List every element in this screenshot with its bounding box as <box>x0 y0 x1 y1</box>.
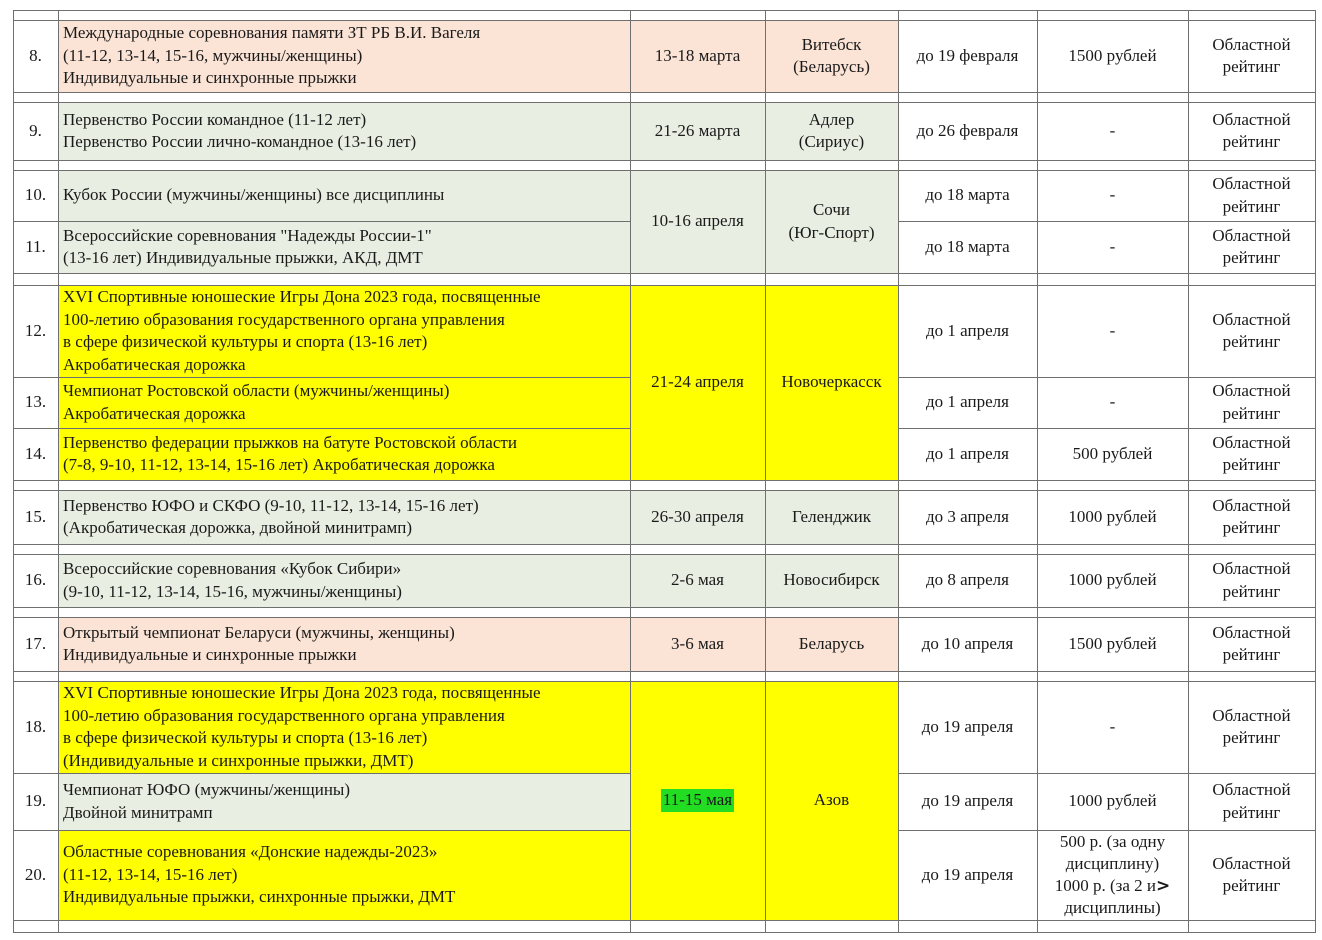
row-number-text: 17. <box>24 633 47 653</box>
entry-fee <box>1037 681 1188 773</box>
separator-cell <box>58 920 631 933</box>
event-name-line: Чемпионат ЮФО (мужчины/женщины) <box>63 780 351 799</box>
rating-status-line: Областной <box>1212 495 1291 515</box>
separator-cell <box>765 920 899 933</box>
event-place-line: Геленджик <box>792 506 871 526</box>
event-name-line: Индивидуальные прыжки, синхронные прыжки, ДМТ <box>63 887 456 907</box>
row-number <box>13 830 58 920</box>
event-dates-text: 3-6 мая <box>671 633 724 653</box>
application-deadline <box>898 102 1037 160</box>
row-number <box>13 285 58 377</box>
rating-status-line: рейтинг <box>1222 802 1281 822</box>
rating-status-line: рейтинг <box>1222 518 1281 537</box>
rating-status <box>1188 20 1315 92</box>
event-name-line: Акробатическая дорожка <box>63 354 246 374</box>
event-dates <box>630 681 765 920</box>
entry-fee-line: - <box>1109 392 1116 412</box>
rating-status-line: Областной <box>1212 34 1291 54</box>
event-dates <box>630 170 765 273</box>
row-number <box>13 20 58 92</box>
event-name-line: Первенство России командное (11-12 лет) <box>63 109 367 129</box>
rating-status <box>1188 170 1315 221</box>
rating-status <box>1188 102 1315 160</box>
rating-status <box>1188 221 1315 273</box>
entry-fee <box>1037 20 1188 92</box>
event-place <box>765 170 898 273</box>
row-number-text: 10. <box>24 185 47 205</box>
application-deadline <box>898 830 1037 920</box>
row-number-text: 15. <box>24 506 47 526</box>
rating-status <box>1188 554 1315 607</box>
entry-fee-line: - <box>1109 236 1116 256</box>
rating-status-line: Областной <box>1212 705 1291 725</box>
rating-status-line: рейтинг <box>1222 57 1281 76</box>
separator-cell <box>1037 920 1189 933</box>
row-number <box>13 773 58 830</box>
rating-status-line: рейтинг <box>1222 645 1281 664</box>
entry-fee <box>1037 554 1188 607</box>
event-name-line: Двойной минитрамп <box>63 802 213 822</box>
entry-fee <box>1037 221 1188 273</box>
event-name <box>58 773 630 830</box>
entry-fee-line: 500 рублей <box>1072 443 1153 463</box>
event-name-line: (11-12, 13-14, 15-16, мужчины/женщины) <box>63 45 363 65</box>
application-deadline-text: до 26 февраля <box>916 120 1019 140</box>
application-deadline <box>898 617 1037 671</box>
application-deadline <box>898 221 1037 273</box>
rating-status-line: Областной <box>1212 174 1291 193</box>
application-deadline <box>898 170 1037 221</box>
rating-status <box>1188 830 1315 920</box>
entry-fee-line: - <box>1109 716 1116 736</box>
row-number <box>13 554 58 607</box>
application-deadline-text: до 19 февраля <box>916 45 1019 65</box>
row-number <box>13 681 58 773</box>
separator-cell <box>1188 920 1316 933</box>
event-place-line: Новосибирск <box>783 570 880 590</box>
rating-status <box>1188 490 1315 544</box>
rating-status-line: рейтинг <box>1222 196 1281 216</box>
event-name-line: Всероссийские соревнования «Кубок Сибири» <box>63 559 402 578</box>
row-number-text: 9. <box>29 120 42 140</box>
row-number-text: 12. <box>24 320 47 340</box>
rating-status-line: Областной <box>1212 622 1291 642</box>
event-place-line: Беларусь <box>798 633 865 653</box>
row-number <box>13 490 58 544</box>
event-name-line: Индивидуальные и синхронные прыжки <box>63 645 357 664</box>
row-number <box>13 377 58 428</box>
rating-status <box>1188 681 1315 773</box>
entry-fee-line: 1000 рублей <box>1068 791 1157 811</box>
event-place <box>765 20 898 92</box>
application-deadline <box>898 554 1037 607</box>
row-number-text: 18. <box>24 716 47 736</box>
row-number-text: 8. <box>29 45 42 65</box>
entry-fee <box>1037 830 1188 920</box>
entry-fee <box>1037 490 1188 544</box>
application-deadline-text: до 10 апреля <box>921 633 1014 653</box>
application-deadline <box>898 285 1037 377</box>
event-name-line: Чемпионат Ростовской области (мужчины/женщины) <box>63 381 450 400</box>
row-number <box>13 428 58 480</box>
event-name-line: 100-летию образования государственного органа управления <box>63 309 505 329</box>
application-deadline <box>898 428 1037 480</box>
application-deadline <box>898 377 1037 428</box>
event-name-line: XVI Спортивные юношеские Игры Дона 2023 года, посвященные <box>63 287 541 306</box>
application-deadline-text: до 18 марта <box>925 236 1010 256</box>
event-dates <box>630 20 765 92</box>
row-number-text: 11. <box>25 236 46 256</box>
event-dates-text: 2-6 мая <box>671 570 724 590</box>
event-dates <box>630 617 765 671</box>
event-name <box>58 20 630 92</box>
event-place-line: (Беларусь) <box>793 57 870 76</box>
row-number-text: 14. <box>24 443 47 463</box>
rating-status-line: Областной <box>1212 432 1291 452</box>
row-number <box>13 221 58 273</box>
application-deadline-text: до 1 апреля <box>926 320 1009 340</box>
entry-fee <box>1037 170 1188 221</box>
rating-status-line: Областной <box>1212 309 1291 329</box>
event-place-line: Адлер <box>808 109 855 129</box>
application-deadline <box>898 490 1037 544</box>
entry-fee-line: 1000 рублей <box>1068 506 1157 526</box>
event-name <box>58 617 630 671</box>
entry-fee <box>1037 428 1188 480</box>
event-name-line: Областные соревнования «Донские надежды-2023» <box>63 842 438 862</box>
row-number <box>13 170 58 221</box>
entry-fee-line: 500 р. (за одну <box>1059 832 1166 851</box>
entry-fee-line: дисциплины) <box>1064 898 1161 917</box>
application-deadline <box>898 20 1037 92</box>
rating-status <box>1188 773 1315 830</box>
entry-fee-line: 1500 рублей <box>1068 45 1157 65</box>
event-dates-text: 11-15 мая <box>661 789 734 812</box>
entry-fee <box>1037 773 1188 830</box>
event-place-line: Витебск <box>801 34 862 54</box>
event-name <box>58 221 630 273</box>
event-place-line: (Сириус) <box>798 132 865 151</box>
event-name-line: (11-12, 13-14, 15-16 лет) <box>63 864 238 884</box>
rating-status <box>1188 377 1315 428</box>
event-dates-text: 13-18 марта <box>654 45 741 65</box>
entry-fee-line: 1000 р. (за 2 и> <box>1054 876 1171 896</box>
event-place <box>765 285 898 480</box>
event-place <box>765 102 898 160</box>
row-number-text: 19. <box>24 791 47 811</box>
application-deadline <box>898 681 1037 773</box>
event-dates-text: 21-24 апреля <box>651 372 744 392</box>
event-name-line: (9-10, 11-12, 13-14, 15-16, мужчины/женщины) <box>63 581 402 601</box>
event-place <box>765 617 898 671</box>
event-dates <box>630 102 765 160</box>
event-name-line: (Индивидуальные и синхронные прыжки, ДМТ) <box>63 750 414 770</box>
entry-fee-line: 1000 рублей <box>1068 570 1157 590</box>
event-place-line: Новочеркасск <box>781 372 882 392</box>
event-name <box>58 102 630 160</box>
row-number-text: 20. <box>24 864 47 884</box>
rating-status <box>1188 617 1315 671</box>
event-place <box>765 554 898 607</box>
event-name-line: Первенство ЮФО и СКФО (9-10, 11-12, 13-14, 15-16 лет) <box>63 495 479 515</box>
event-name-line: Открытый чемпионат Беларуси (мужчины, женщины) <box>63 622 455 642</box>
event-place <box>765 681 898 920</box>
event-dates-text: 10-16 апреля <box>651 211 744 231</box>
event-name-line: Всероссийские соревнования "Надежды России-1" <box>63 225 432 245</box>
event-name-line: (Акробатическая дорожка, двойной минитрамп) <box>63 518 413 537</box>
rating-status-line: рейтинг <box>1222 403 1281 423</box>
event-name <box>58 554 630 607</box>
event-dates-text: 21-26 марта <box>654 120 741 140</box>
entry-fee-line: - <box>1109 185 1116 205</box>
event-name-line: XVI Спортивные юношеские Игры Дона 2023 года, посвященные <box>63 683 541 702</box>
row-number-text: 13. <box>24 392 47 412</box>
greater-than-symbol: > <box>1156 876 1171 896</box>
entry-fee <box>1037 377 1188 428</box>
rating-status-line: рейтинг <box>1222 248 1281 267</box>
event-name <box>58 830 630 920</box>
application-deadline-text: до 19 апреля <box>921 864 1014 884</box>
application-deadline-text: до 8 апреля <box>926 570 1009 590</box>
event-place <box>765 490 898 544</box>
rating-status-line: Областной <box>1212 853 1291 873</box>
event-name-line: Кубок России (мужчины/женщины) все дисциплины <box>63 185 445 205</box>
rating-status <box>1188 428 1315 480</box>
application-deadline-text: до 1 апреля <box>926 443 1009 463</box>
event-place-line: Азов <box>813 790 850 810</box>
event-dates <box>630 554 765 607</box>
separator-cell <box>630 920 766 933</box>
application-deadline-text: до 3 апреля <box>926 506 1009 526</box>
application-deadline <box>898 773 1037 830</box>
event-place-line: Сочи <box>812 200 851 219</box>
entry-fee <box>1037 285 1188 377</box>
event-name-line: Индивидуальные и синхронные прыжки <box>63 68 357 88</box>
entry-fee-line: дисциплину) <box>1065 854 1160 873</box>
row-number-text: 16. <box>24 570 47 590</box>
event-dates <box>630 285 765 480</box>
event-name <box>58 490 630 544</box>
rating-status-line: рейтинг <box>1222 728 1281 747</box>
event-name <box>58 285 630 377</box>
entry-fee-line: - <box>1109 320 1116 340</box>
event-name <box>58 428 630 480</box>
event-name-line: в сфере физической культуры и спорта (13-16 лет) <box>63 332 428 351</box>
event-name-line: Первенство России лично-командное (13-16 лет) <box>63 132 417 151</box>
rating-status-line: Областной <box>1212 381 1291 400</box>
event-name <box>58 681 630 773</box>
row-number <box>13 102 58 160</box>
rating-status-line: Областной <box>1212 780 1291 799</box>
rating-status-line: Областной <box>1212 109 1291 129</box>
event-name-line: Первенство федерации прыжков на батуте Ростовской области <box>63 432 517 452</box>
row-number <box>13 617 58 671</box>
event-dates-text: 26-30 апреля <box>651 506 744 526</box>
rating-status-line: рейтинг <box>1222 332 1281 351</box>
event-place-line: (Юг-Спорт) <box>788 222 875 242</box>
entry-fee-line: - <box>1109 120 1116 140</box>
application-deadline-text: до 19 апреля <box>921 791 1014 811</box>
event-name-line: в сфере физической культуры и спорта (13-16 лет) <box>63 728 428 747</box>
event-name <box>58 377 630 428</box>
application-deadline-text: до 19 апреля <box>921 716 1014 736</box>
application-deadline-text: до 1 апреля <box>926 392 1009 412</box>
rating-status-line: рейтинг <box>1222 876 1281 895</box>
entry-fee-line: 1500 рублей <box>1068 633 1157 653</box>
event-name-line: 100-летию образования государственного органа управления <box>63 705 505 725</box>
entry-fee <box>1037 102 1188 160</box>
event-name-line: (7-8, 9-10, 11-12, 13-14, 15-16 лет) Акробатическая дорожка <box>63 455 495 474</box>
event-name-line: (13-16 лет) Индивидуальные прыжки, АКД, ДМТ <box>63 248 423 267</box>
application-deadline-text: до 18 марта <box>925 185 1010 205</box>
rating-status-line: рейтинг <box>1222 581 1281 601</box>
rating-status <box>1188 285 1315 377</box>
event-name-line: Акробатическая дорожка <box>63 403 246 423</box>
event-name-line: Международные соревнования памяти ЗТ РБ В.И. Вагеля <box>63 23 481 43</box>
separator-cell <box>13 920 59 933</box>
rating-status-line: Областной <box>1212 559 1291 578</box>
event-name <box>58 170 630 221</box>
rating-status-line: Областной <box>1212 225 1291 245</box>
entry-fee <box>1037 617 1188 671</box>
separator-cell <box>898 920 1038 933</box>
event-dates <box>630 490 765 544</box>
rating-status-line: рейтинг <box>1222 455 1281 474</box>
rating-status-line: рейтинг <box>1222 132 1281 151</box>
